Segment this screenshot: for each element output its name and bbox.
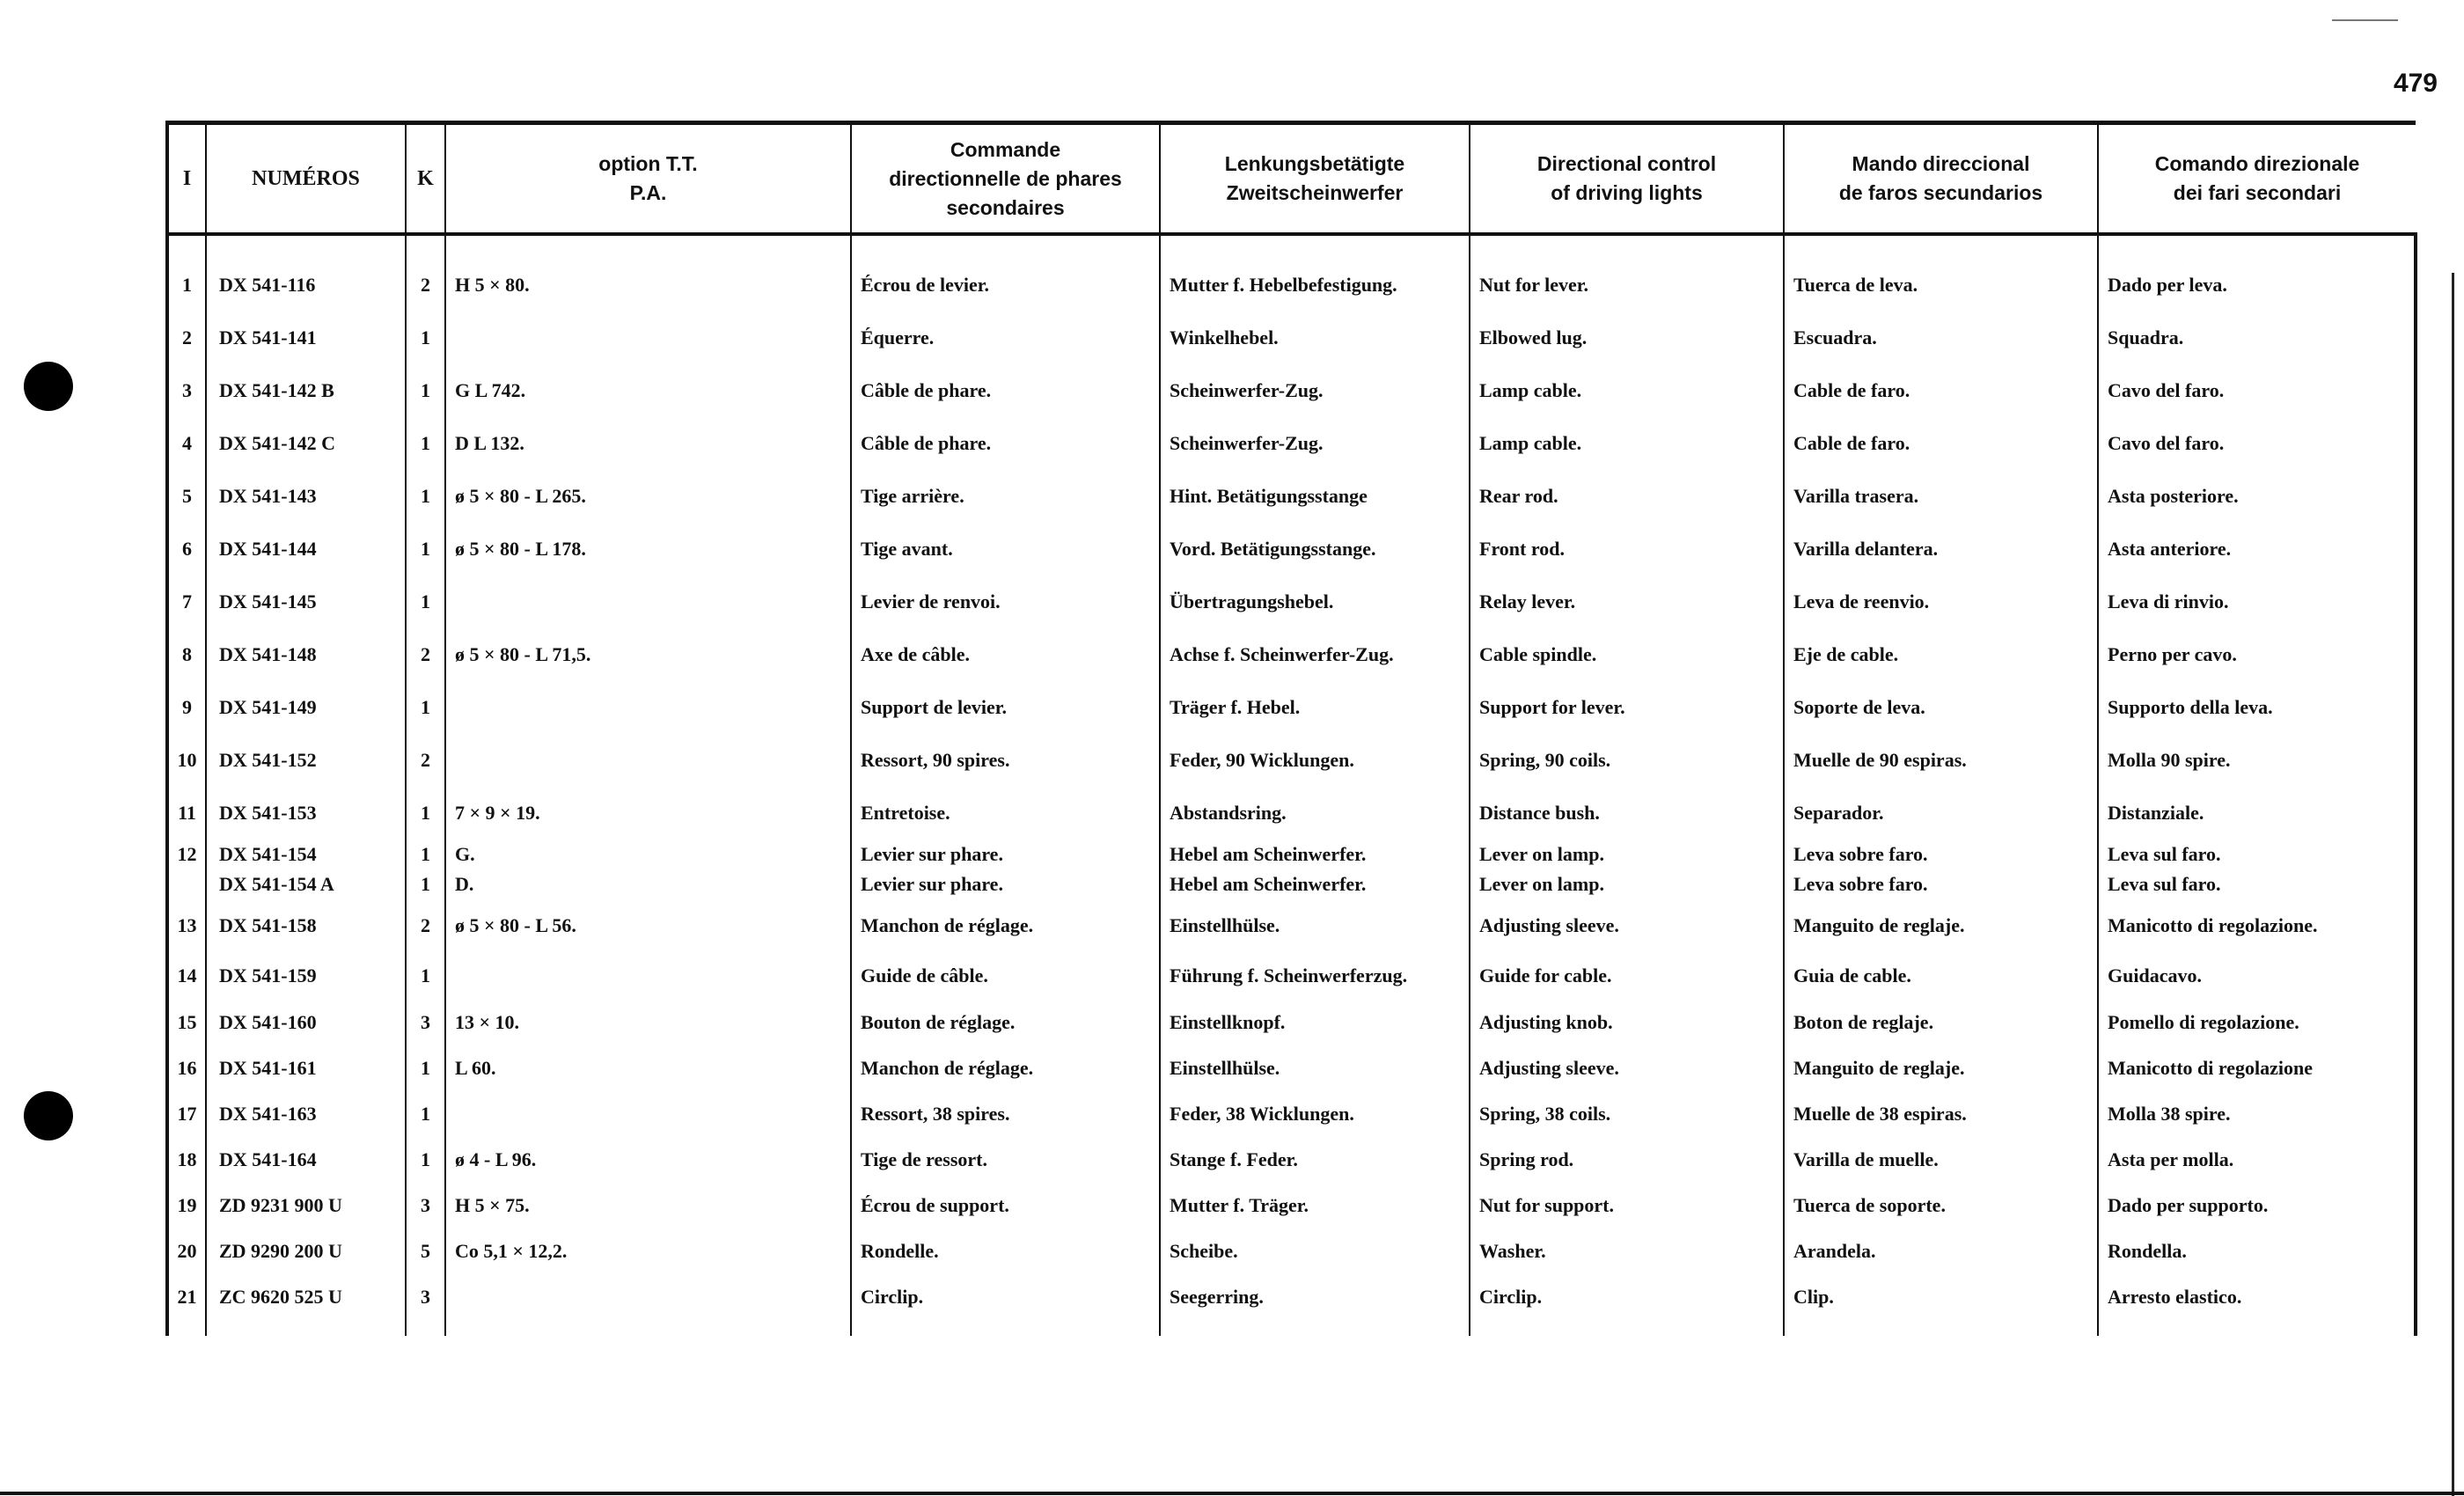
desc-spanish: Tuerca de soporte. xyxy=(1784,1183,2098,1228)
desc-french: Bouton de réglage. xyxy=(851,1000,1160,1045)
spacer-row xyxy=(167,234,2416,259)
part-number: DX 541-159 xyxy=(206,952,406,1000)
desc-english: Rear rod. xyxy=(1470,470,1784,523)
desc-spanish: Cable de faro. xyxy=(1784,417,2098,470)
table-row xyxy=(167,1274,2416,1320)
desc-italian: Distanziale. xyxy=(2098,787,2416,840)
desc-spanish: Leva de reenvio. xyxy=(1784,576,2098,628)
desc-italian: Dado per supporto. xyxy=(2098,1183,2416,1228)
desc-italian: Leva sul faro. xyxy=(2098,840,2416,869)
part-number: DX 541-154 xyxy=(206,840,406,869)
desc-italian: Arresto elastico. xyxy=(2098,1274,2416,1320)
spacer-cell xyxy=(167,1320,206,1336)
table-row xyxy=(167,1000,2416,1045)
desc-spanish: Tuerca de leva. xyxy=(1784,259,2098,312)
header-spanish xyxy=(1784,123,2098,235)
desc-english: Adjusting knob. xyxy=(1470,1000,1784,1045)
header-option xyxy=(445,123,851,235)
desc-german: Einstellhülse. xyxy=(1160,1045,1470,1091)
option-spec: 7 × 9 × 19. xyxy=(445,787,851,840)
header-line: Mando direccional xyxy=(1852,152,2030,175)
desc-english: Lamp cable. xyxy=(1470,417,1784,470)
desc-german: Scheibe. xyxy=(1160,1228,1470,1274)
option-spec xyxy=(445,734,851,787)
spacer-cell xyxy=(851,1320,1160,1336)
table-row xyxy=(167,734,2416,787)
quantity: 1 xyxy=(406,576,445,628)
desc-italian: Cavo del faro. xyxy=(2098,364,2416,417)
desc-french: Tige avant. xyxy=(851,523,1160,576)
part-number: DX 541-142 C xyxy=(206,417,406,470)
table-row xyxy=(167,1228,2416,1274)
option-spec xyxy=(445,1274,851,1320)
part-number: DX 541-154 A xyxy=(206,869,406,899)
row-index: 19 xyxy=(167,1183,206,1228)
spacer-cell xyxy=(1784,1320,2098,1336)
spacer-cell xyxy=(851,234,1160,259)
spacer-cell xyxy=(1470,234,1784,259)
desc-italian: Guidacavo. xyxy=(2098,952,2416,1000)
table-row xyxy=(167,787,2416,840)
punch-hole xyxy=(24,1091,73,1140)
table-row xyxy=(167,417,2416,470)
desc-english: Circlip. xyxy=(1470,1274,1784,1320)
quantity: 1 xyxy=(406,470,445,523)
desc-german: Mutter f. Träger. xyxy=(1160,1183,1470,1228)
desc-french: Levier sur phare. xyxy=(851,869,1160,899)
option-spec: ø 5 × 80 - L 265. xyxy=(445,470,851,523)
desc-german: Führung f. Scheinwerferzug. xyxy=(1160,952,1470,1000)
desc-english: Front rod. xyxy=(1470,523,1784,576)
header-german xyxy=(1160,123,1470,235)
table-row xyxy=(167,312,2416,364)
desc-french: Circlip. xyxy=(851,1274,1160,1320)
desc-german: Einstellhülse. xyxy=(1160,899,1470,952)
row-index: 3 xyxy=(167,364,206,417)
desc-spanish: Clip. xyxy=(1784,1274,2098,1320)
header-italian xyxy=(2098,123,2416,235)
desc-spanish: Soporte de leva. xyxy=(1784,681,2098,734)
desc-spanish: Leva sobre faro. xyxy=(1784,869,2098,899)
desc-italian: Squadra. xyxy=(2098,312,2416,364)
desc-french: Écrou de support. xyxy=(851,1183,1160,1228)
desc-german: Abstandsring. xyxy=(1160,787,1470,840)
header-line: secondaires xyxy=(946,195,1065,219)
row-index: 10 xyxy=(167,734,206,787)
desc-spanish: Cable de faro. xyxy=(1784,364,2098,417)
row-index: 7 xyxy=(167,576,206,628)
desc-english: Lever on lamp. xyxy=(1470,869,1784,899)
row-index: 1 xyxy=(167,259,206,312)
option-spec xyxy=(445,681,851,734)
desc-italian: Manicotto di regolazione xyxy=(2098,1045,2416,1091)
quantity: 2 xyxy=(406,628,445,681)
header-french xyxy=(851,123,1160,235)
part-number: ZD 9231 900 U xyxy=(206,1183,406,1228)
quantity: 1 xyxy=(406,364,445,417)
desc-french: Levier de renvoi. xyxy=(851,576,1160,628)
desc-spanish: Boton de reglaje. xyxy=(1784,1000,2098,1045)
desc-english: Support for lever. xyxy=(1470,681,1784,734)
desc-german: Hint. Betätigungsstange xyxy=(1160,470,1470,523)
quantity: 1 xyxy=(406,840,445,869)
part-number: ZC 9620 525 U xyxy=(206,1274,406,1320)
spacer-cell xyxy=(406,1320,445,1336)
quantity: 2 xyxy=(406,259,445,312)
quantity: 3 xyxy=(406,1000,445,1045)
header-numbers: NUMÉROS xyxy=(206,123,406,235)
quantity: 1 xyxy=(406,952,445,1000)
desc-german: Mutter f. Hebelbefestigung. xyxy=(1160,259,1470,312)
part-number: DX 541-144 xyxy=(206,523,406,576)
desc-french: Manchon de réglage. xyxy=(851,1045,1160,1091)
quantity: 2 xyxy=(406,899,445,952)
desc-german: Hebel am Scheinwerfer. xyxy=(1160,840,1470,869)
header-line: of driving lights xyxy=(1551,181,1703,204)
desc-french: Support de levier. xyxy=(851,681,1160,734)
option-spec: D. xyxy=(445,869,851,899)
part-number: DX 541-142 B xyxy=(206,364,406,417)
row-index: 20 xyxy=(167,1228,206,1274)
desc-german: Träger f. Hebel. xyxy=(1160,681,1470,734)
option-spec xyxy=(445,312,851,364)
header-line: Zweitscheinwerfer xyxy=(1226,181,1404,204)
desc-italian: Asta anteriore. xyxy=(2098,523,2416,576)
part-number: DX 541-163 xyxy=(206,1091,406,1137)
part-number: DX 541-116 xyxy=(206,259,406,312)
option-spec: ø 5 × 80 - L 56. xyxy=(445,899,851,952)
desc-spanish: Guia de cable. xyxy=(1784,952,2098,1000)
option-spec xyxy=(445,576,851,628)
row-index: 12 xyxy=(167,840,206,869)
desc-english: Cable spindle. xyxy=(1470,628,1784,681)
desc-italian: Rondella. xyxy=(2098,1228,2416,1274)
part-number: DX 541-164 xyxy=(206,1137,406,1183)
desc-french: Tige de ressort. xyxy=(851,1137,1160,1183)
part-number: ZD 9290 200 U xyxy=(206,1228,406,1274)
bottom-rule xyxy=(0,1492,2464,1495)
spacer-cell xyxy=(445,1320,851,1336)
row-index: 6 xyxy=(167,523,206,576)
part-number: DX 541-148 xyxy=(206,628,406,681)
row-index: 11 xyxy=(167,787,206,840)
punch-hole xyxy=(24,362,73,411)
spacer-cell xyxy=(1784,234,2098,259)
row-index: 21 xyxy=(167,1274,206,1320)
corner-mark xyxy=(2332,19,2398,21)
part-number: DX 541-143 xyxy=(206,470,406,523)
table-row xyxy=(167,523,2416,576)
desc-french: Rondelle. xyxy=(851,1228,1160,1274)
spacer-cell xyxy=(406,234,445,259)
option-spec xyxy=(445,952,851,1000)
option-spec: ø 4 - L 96. xyxy=(445,1137,851,1183)
desc-italian: Leva sul faro. xyxy=(2098,869,2416,899)
desc-english: Nut for support. xyxy=(1470,1183,1784,1228)
spacer-cell xyxy=(445,234,851,259)
quantity: 1 xyxy=(406,417,445,470)
desc-french: Ressort, 90 spires. xyxy=(851,734,1160,787)
desc-french: Tige arrière. xyxy=(851,470,1160,523)
part-number: DX 541-152 xyxy=(206,734,406,787)
desc-german: Stange f. Feder. xyxy=(1160,1137,1470,1183)
table-row xyxy=(167,470,2416,523)
option-spec: ø 5 × 80 - L 178. xyxy=(445,523,851,576)
option-spec xyxy=(445,1091,851,1137)
part-number: DX 541-161 xyxy=(206,1045,406,1091)
row-index: 5 xyxy=(167,470,206,523)
quantity: 2 xyxy=(406,734,445,787)
table-row xyxy=(167,681,2416,734)
table-row xyxy=(167,1183,2416,1228)
desc-spanish: Eje de cable. xyxy=(1784,628,2098,681)
desc-german: Vord. Betätigungsstange. xyxy=(1160,523,1470,576)
header-line: P.A. xyxy=(629,181,667,204)
row-index: 9 xyxy=(167,681,206,734)
desc-italian: Molla 38 spire. xyxy=(2098,1091,2416,1137)
quantity: 1 xyxy=(406,1045,445,1091)
desc-german: Achse f. Scheinwerfer-Zug. xyxy=(1160,628,1470,681)
quantity: 1 xyxy=(406,1091,445,1137)
page-edge xyxy=(2452,273,2454,1496)
desc-italian: Asta posteriore. xyxy=(2098,470,2416,523)
desc-english: Spring rod. xyxy=(1470,1137,1784,1183)
table-row xyxy=(167,576,2416,628)
page-number: 479 xyxy=(2393,69,2438,98)
spacer-row xyxy=(167,1320,2416,1336)
desc-english: Spring, 90 coils. xyxy=(1470,734,1784,787)
desc-german: Scheinwerfer-Zug. xyxy=(1160,417,1470,470)
part-number: DX 541-141 xyxy=(206,312,406,364)
desc-italian: Pomello di regolazione. xyxy=(2098,1000,2416,1045)
desc-spanish: Varilla de muelle. xyxy=(1784,1137,2098,1183)
header-line: dei fari secondari xyxy=(2173,181,2342,204)
part-number: DX 541-160 xyxy=(206,1000,406,1045)
desc-english: Lever on lamp. xyxy=(1470,840,1784,869)
quantity: 1 xyxy=(406,681,445,734)
desc-italian: Leva di rinvio. xyxy=(2098,576,2416,628)
desc-german: Feder, 38 Wicklungen. xyxy=(1160,1091,1470,1137)
option-spec: G L 742. xyxy=(445,364,851,417)
spacer-cell xyxy=(206,234,406,259)
row-index xyxy=(167,869,206,899)
desc-french: Câble de phare. xyxy=(851,417,1160,470)
quantity: 1 xyxy=(406,523,445,576)
desc-spanish: Muelle de 38 espiras. xyxy=(1784,1091,2098,1137)
header-line: Directional control xyxy=(1536,152,1717,175)
option-spec: D L 132. xyxy=(445,417,851,470)
quantity: 3 xyxy=(406,1274,445,1320)
part-number: DX 541-153 xyxy=(206,787,406,840)
table-row xyxy=(167,1045,2416,1091)
row-index: 15 xyxy=(167,1000,206,1045)
header-line: Commande xyxy=(950,137,1061,161)
desc-spanish: Muelle de 90 espiras. xyxy=(1784,734,2098,787)
option-spec: 13 × 10. xyxy=(445,1000,851,1045)
desc-english: Relay lever. xyxy=(1470,576,1784,628)
table-row xyxy=(167,840,2416,869)
option-spec: L 60. xyxy=(445,1045,851,1091)
quantity: 1 xyxy=(406,787,445,840)
option-spec: G. xyxy=(445,840,851,869)
desc-german: Hebel am Scheinwerfer. xyxy=(1160,869,1470,899)
spacer-cell xyxy=(1470,1320,1784,1336)
desc-french: Câble de phare. xyxy=(851,364,1160,417)
quantity: 3 xyxy=(406,1183,445,1228)
desc-spanish: Manguito de reglaje. xyxy=(1784,899,2098,952)
quantity: 5 xyxy=(406,1228,445,1274)
table-row xyxy=(167,1091,2416,1137)
desc-german: Seegerring. xyxy=(1160,1274,1470,1320)
spacer-cell xyxy=(206,1320,406,1336)
desc-italian: Perno per cavo. xyxy=(2098,628,2416,681)
spacer-cell xyxy=(2098,234,2416,259)
desc-french: Manchon de réglage. xyxy=(851,899,1160,952)
desc-german: Feder, 90 Wicklungen. xyxy=(1160,734,1470,787)
quantity: 1 xyxy=(406,869,445,899)
part-number: DX 541-149 xyxy=(206,681,406,734)
table-row xyxy=(167,869,2416,899)
desc-french: Entretoise. xyxy=(851,787,1160,840)
quantity: 1 xyxy=(406,1137,445,1183)
desc-french: Axe de câble. xyxy=(851,628,1160,681)
desc-english: Guide for cable. xyxy=(1470,952,1784,1000)
row-index: 4 xyxy=(167,417,206,470)
desc-english: Spring, 38 coils. xyxy=(1470,1091,1784,1137)
header-line: Lenkungsbetätigte xyxy=(1224,152,1405,175)
desc-italian: Dado per leva. xyxy=(2098,259,2416,312)
parts-table xyxy=(165,121,2417,1336)
option-spec: Co 5,1 × 12,2. xyxy=(445,1228,851,1274)
desc-spanish: Varilla delantera. xyxy=(1784,523,2098,576)
header-index: I xyxy=(167,123,206,235)
desc-spanish: Escuadra. xyxy=(1784,312,2098,364)
option-spec: ø 5 × 80 - L 71,5. xyxy=(445,628,851,681)
desc-english: Washer. xyxy=(1470,1228,1784,1274)
desc-italian: Asta per molla. xyxy=(2098,1137,2416,1183)
row-index: 16 xyxy=(167,1045,206,1091)
desc-spanish: Leva sobre faro. xyxy=(1784,840,2098,869)
desc-english: Adjusting sleeve. xyxy=(1470,899,1784,952)
header-qty: K xyxy=(406,123,445,235)
row-index: 18 xyxy=(167,1137,206,1183)
desc-french: Ressort, 38 spires. xyxy=(851,1091,1160,1137)
desc-english: Nut for lever. xyxy=(1470,259,1784,312)
desc-german: Scheinwerfer-Zug. xyxy=(1160,364,1470,417)
desc-english: Elbowed lug. xyxy=(1470,312,1784,364)
option-spec: H 5 × 75. xyxy=(445,1183,851,1228)
table-row xyxy=(167,628,2416,681)
desc-french: Levier sur phare. xyxy=(851,840,1160,869)
desc-french: Guide de câble. xyxy=(851,952,1160,1000)
option-spec: H 5 × 80. xyxy=(445,259,851,312)
desc-italian: Supporto della leva. xyxy=(2098,681,2416,734)
desc-german: Einstellknopf. xyxy=(1160,1000,1470,1045)
header-english xyxy=(1470,123,1784,235)
part-number: DX 541-158 xyxy=(206,899,406,952)
desc-english: Distance bush. xyxy=(1470,787,1784,840)
row-index: 17 xyxy=(167,1091,206,1137)
spacer-cell xyxy=(1160,1320,1470,1336)
desc-italian: Cavo del faro. xyxy=(2098,417,2416,470)
parts-table-body xyxy=(167,234,2416,1336)
desc-italian: Manicotto di regolazione. xyxy=(2098,899,2416,952)
desc-spanish: Separador. xyxy=(1784,787,2098,840)
header-line: option T.T. xyxy=(598,152,698,175)
spacer-cell xyxy=(2098,1320,2416,1336)
desc-spanish: Varilla trasera. xyxy=(1784,470,2098,523)
desc-italian: Molla 90 spire. xyxy=(2098,734,2416,787)
header-line: de faros secundarios xyxy=(1838,181,2043,204)
table-row xyxy=(167,364,2416,417)
header-line: directionnelle de phares xyxy=(889,166,1122,190)
desc-english: Adjusting sleeve. xyxy=(1470,1045,1784,1091)
desc-german: Winkelhebel. xyxy=(1160,312,1470,364)
row-index: 13 xyxy=(167,899,206,952)
desc-french: Équerre. xyxy=(851,312,1160,364)
row-index: 2 xyxy=(167,312,206,364)
spacer-cell xyxy=(167,234,206,259)
header-row xyxy=(167,123,2416,235)
row-index: 8 xyxy=(167,628,206,681)
quantity: 1 xyxy=(406,312,445,364)
row-index: 14 xyxy=(167,952,206,1000)
desc-german: Übertragungshebel. xyxy=(1160,576,1470,628)
desc-french: Écrou de levier. xyxy=(851,259,1160,312)
header-line: Comando direzionale xyxy=(2154,152,2360,175)
table-row xyxy=(167,1137,2416,1183)
desc-english: Lamp cable. xyxy=(1470,364,1784,417)
table-row xyxy=(167,952,2416,1000)
table-row xyxy=(167,899,2416,952)
spacer-cell xyxy=(1160,234,1470,259)
table-row xyxy=(167,259,2416,312)
desc-spanish: Arandela. xyxy=(1784,1228,2098,1274)
part-number: DX 541-145 xyxy=(206,576,406,628)
desc-spanish: Manguito de reglaje. xyxy=(1784,1045,2098,1091)
